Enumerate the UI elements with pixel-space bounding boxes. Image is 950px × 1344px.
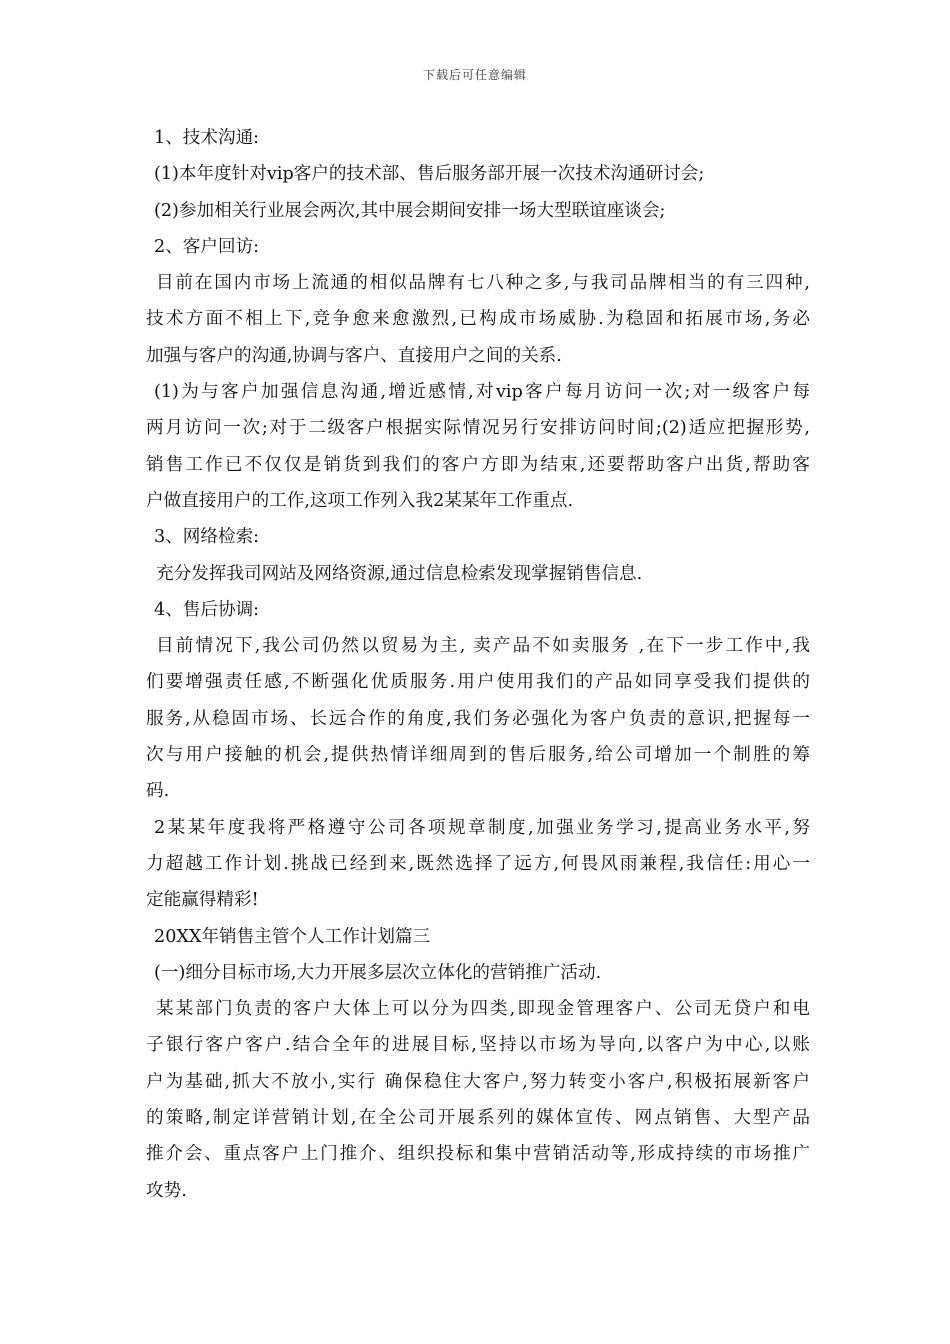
header-note: 下载后可任意编辑 [422, 68, 527, 82]
paragraph-line: 的策略,制定详营销计划,在全公司开展系列的媒体宣传、网点销售、大型产品 [146, 1108, 810, 1129]
section-heading: 3、网络检索: [154, 527, 260, 548]
list-item: (1)本年度针对vip客户的技术部、售后服务部开展一次技术沟通研讨会; [154, 164, 705, 185]
section-title: 20XX年销售主管个人工作计划篇三 [154, 926, 431, 947]
paragraph-line: 充分发挥我司网站及网络资源,通过信息检索发现掌握销售信息. [156, 563, 643, 584]
paragraph-line: 户做直接用户的工作,这项工作列入我2某某年工作重点. [146, 490, 574, 511]
section-heading: 1、技术沟通: [154, 128, 260, 148]
paragraph-line: 推介会、重点客户上门推介、组织投标和集中营销活动等,形成持续的市场推广 [146, 1144, 810, 1165]
paragraph-line: 次与用户接触的机会,提供热情详细周到的售后服务,给公司增加一个制胜的筹 [146, 745, 810, 766]
paragraph-line: 力超越工作计划.挑战已经到来,既然选择了远方,何畏风雨兼程,我信任:用心一 [146, 853, 810, 874]
paragraph-line: 定能赢得精彩! [146, 890, 259, 911]
paragraph-line: 技术方面不相上下,竞争愈来愈激烈,已构成市场威胁.为稳固和拓展市场,务必 [146, 309, 810, 330]
section-heading: 2、客户回访: [154, 236, 260, 257]
section-heading: 4、售后协调: [154, 599, 260, 620]
paragraph-line: 销售工作已不仅仅是销货到我们的客户方即为结束,还要帮助客户出货,帮助客 [146, 454, 810, 475]
paragraph-line: 加强与客户的沟通,协调与客户、直接用户之间的关系. [146, 345, 562, 366]
paragraph-line: 2某某年度我将严格遵守公司各项规章制度,加强业务学习,提高业务水平,努 [154, 817, 810, 838]
paragraph-line: (1)为与客户加强信息沟通,增近感情,对vip客户每月访问一次;对一级客户每 [154, 382, 810, 403]
paragraph-line: 两月访问一次;对于二级客户根据实际情况另行安排访问时间;(2)适应把握形势, [146, 418, 810, 439]
paragraph-line: 们要增强责任感,不断强化优质服务.用户使用我们的产品如同享受我们提供的 [146, 672, 810, 693]
document-body [146, 120, 810, 1209]
paragraph-line: 攻势. [146, 1180, 187, 1201]
paragraph-line: 目前情况下,我公司仍然以贸易为主, 卖产品不如卖服务 ,在下一步工作中,我 [156, 636, 810, 657]
section-heading: (一)细分目标市场,大力开展多层次立体化的营销推广活动. [154, 962, 602, 983]
paragraph-line: 户为基础,抓大不放小,实行 确保稳住大客户,努力转变小客户,积极拓展新客户 [146, 1071, 810, 1092]
paragraph-line: 某某部门负责的客户大体上可以分为四类,即现金管理客户、公司无贷户和电 [156, 999, 810, 1020]
list-item: (2)参加相关行业展会两次,其中展会期间安排一场大型联谊座谈会; [154, 200, 666, 221]
paragraph-line: 服务,从稳固市场、长远合作的角度,我们务必强化为客户负责的意识,把握每一 [146, 708, 810, 729]
paragraph-line: 码. [146, 781, 170, 802]
paragraph-line: 子银行客户客户.结合全年的进展目标,坚持以市场为导向,以客户为中心,以账 [146, 1035, 810, 1056]
paragraph-line: 目前在国内市场上流通的相似品牌有七八种之多,与我司品牌相当的有三四种, [156, 273, 810, 294]
